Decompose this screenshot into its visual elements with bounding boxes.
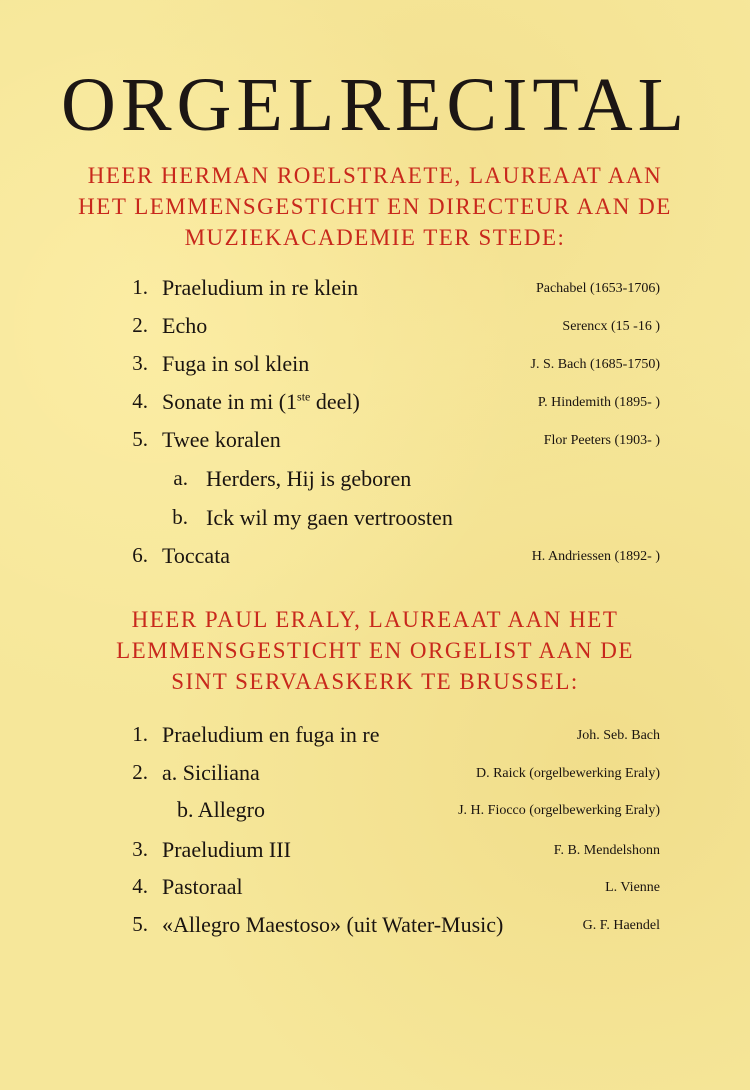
page-title: ORGELRECITAL (60, 63, 690, 147)
performer-1-line: HEER HERMAN ROELSTRAETE, LAUREAAT AAN (87, 163, 663, 188)
performer-2-heading (60, 604, 690, 697)
composer: L. Vienne (605, 880, 660, 895)
performer-1-line: MUZIEKACADEMIE TER STEDE: (184, 225, 566, 250)
work-title: Echo (162, 313, 208, 338)
performer-2-line: SINT SERVAASKERK TE BRUSSEL: (171, 669, 579, 694)
item-number: 5. (132, 912, 148, 936)
item-number: 4. (132, 874, 148, 898)
performer-2-line: HEER PAUL ERALY, LAUREAAT AAN HET (131, 607, 619, 632)
program-1-item (0, 275, 750, 305)
item-number: 2. (132, 313, 148, 337)
performer-1-heading (60, 160, 690, 253)
item-letter: b. (172, 505, 188, 529)
program-1-item (0, 543, 750, 573)
program-1-subitem (0, 466, 750, 496)
work-title: Twee koralen (162, 427, 281, 452)
item-number: 3. (132, 351, 148, 375)
item-number: 5. (132, 427, 148, 451)
item-number: 6. (132, 543, 148, 567)
performer-1-line: HET LEMMENSGESTICHT EN DIRECTEUR AAN DE (78, 194, 672, 219)
program-2-item (0, 722, 750, 752)
program-2-item (0, 912, 750, 942)
work-title: Herders, Hij is geboren (206, 466, 412, 491)
composer: J. H. Fiocco (orgelbewerking Eraly) (458, 803, 660, 818)
item-number: 3. (132, 837, 148, 861)
item-number: 1. (132, 275, 148, 299)
program-2-item (0, 760, 750, 790)
program-2-item (0, 797, 750, 827)
item-number: 4. (132, 389, 148, 413)
work-title: «Allegro Maestoso» (uit Water-Music) (162, 912, 504, 937)
performer-2-line: LEMMENSGESTICHT EN ORGELIST AAN DE (116, 638, 634, 663)
composer: J. S. Bach (1685-1750) (530, 357, 660, 372)
composer: Flor Peeters (1903- ) (543, 433, 660, 448)
work-title: Praeludium en fuga in re (162, 722, 380, 747)
program-1-item (0, 427, 750, 457)
composer: H. Andriessen (1892- ) (531, 549, 660, 564)
work-title: Pastoraal (162, 874, 243, 899)
program-1-item (0, 351, 750, 381)
composer: Joh. Seb. Bach (576, 728, 660, 743)
composer: Pachabel (1653-1706) (535, 281, 660, 296)
composer: F. B. Mendelshonn (553, 843, 660, 858)
item-letter: a. (173, 466, 188, 490)
work-title: Praeludium in re klein (162, 275, 359, 300)
program-2-item (0, 874, 750, 904)
work-title: Fuga in sol klein (162, 351, 310, 376)
composer: P. Hindemith (1895- ) (537, 395, 660, 410)
item-number: 2. (132, 760, 148, 784)
composer: Serencx (15 -16 ) (562, 319, 660, 334)
program-1-subitem (0, 505, 750, 535)
work-title: Praeludium III (162, 837, 291, 862)
program-2-item (0, 837, 750, 867)
program-1-item (0, 313, 750, 343)
work-title: a. Siciliana (162, 760, 260, 785)
work-title: Ick wil my gaen vertroosten (206, 505, 453, 530)
work-title: b. Allegro (177, 797, 265, 822)
composer: G. F. Haendel (582, 918, 660, 933)
work-title: Sonate in mi (1ste deel) (162, 389, 360, 414)
item-number: 1. (132, 722, 148, 746)
work-title: Toccata (162, 543, 231, 568)
program-1-item (0, 389, 750, 419)
composer: D. Raick (orgelbewerking Eraly) (475, 766, 660, 781)
